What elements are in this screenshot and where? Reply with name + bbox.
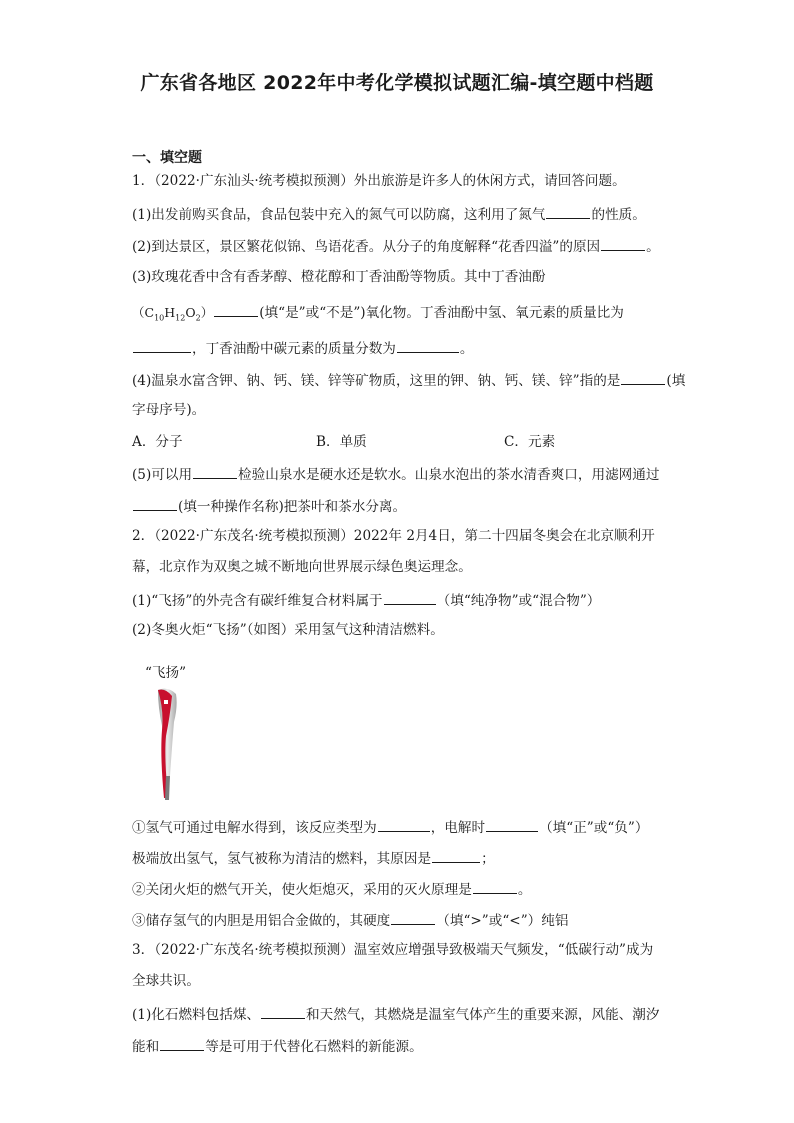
q1-part5 — [132, 464, 659, 484]
q2-sub3 — [132, 910, 568, 930]
answer-blank[interactable] — [384, 590, 436, 605]
q3-part1-text: (1)化石燃料包括煤、 — [132, 1007, 261, 1023]
q3-part1 — [132, 1004, 659, 1024]
page-title: 广东省各地区 2022年中考化学模拟试题汇编-填空题中档题 — [140, 72, 654, 94]
q1-part3-text-end: 。 — [459, 341, 474, 357]
answer-blank[interactable] — [133, 496, 177, 511]
answer-blank[interactable] — [160, 1036, 204, 1051]
answer-blank[interactable] — [261, 1004, 305, 1019]
q2-part1-text-end: （填“纯净物”或“混合物”） — [436, 593, 601, 609]
option-c[interactable]: C．元素 — [504, 434, 556, 450]
q1-part2-text: (2)到达景区，景区繁花似锦、鸟语花香。从分子的角度解释“花香四溢”的原因 — [132, 239, 601, 255]
q1-part1-text-end: 的性质。 — [591, 207, 646, 223]
q2-stem: 2．（2022·广东茂名·统考模拟预测）2022年 2月4日，第二十四届冬奥会在北京顺利开 — [132, 528, 655, 544]
q1-options — [132, 433, 555, 451]
q2-sub1-line2 — [132, 848, 495, 868]
answer-blank[interactable] — [473, 879, 517, 894]
q3-part1-text: 和天然气，其燃烧是温室气体产生的重要来源，风能、潮汐 — [306, 1007, 660, 1023]
figure-label: “飞扬” — [145, 665, 187, 681]
emblem-icon — [164, 700, 168, 704]
q1-part4-text-end: (填 — [666, 373, 686, 389]
q2-sub1-text-end: ； — [481, 851, 495, 867]
q2-sub1-text: ①氢气可通过电解水得到，该反应类型为 — [132, 820, 377, 836]
q1-part5-text: (5)可以用 — [132, 467, 193, 483]
q2-part2: (2)冬奥火炬“飞扬”（如图）采用氢气这种清洁燃料。 — [132, 622, 444, 638]
q2-stem-line2: 幕，北京作为双奥之城不断地向世界展示绿色奥运理念。 — [132, 559, 472, 575]
q1-part1 — [132, 204, 646, 224]
q3-part1-line2 — [132, 1036, 423, 1056]
q3-part1-text-end: 等是可用于代替化石燃料的新能源。 — [205, 1039, 423, 1055]
q2-sub1-text: 极端放出氢气，氢气被称为清洁的燃料，其原因是 — [132, 851, 432, 867]
q1-part4-line2: 字母序号)。 — [132, 402, 206, 418]
q1-part3-text: ，丁香油酚中碳元素的质量分数为 — [192, 341, 396, 357]
section-heading: 一、填空题 — [132, 150, 202, 166]
answer-blank[interactable] — [601, 236, 645, 251]
answer-blank[interactable] — [193, 464, 237, 479]
answer-blank[interactable] — [378, 817, 430, 832]
q1-part3-line2 — [132, 302, 624, 328]
answer-blank[interactable] — [486, 817, 538, 832]
q1-part3: (3)玫瑰花香中含有香茅醇、橙花醇和丁香油酚等物质。其中丁香油酚 — [132, 269, 546, 285]
answer-blank[interactable] — [432, 848, 480, 863]
answer-blank[interactable] — [397, 338, 459, 353]
q2-sub3-text-end: （填“>”或“<”）纯铝 — [436, 913, 569, 929]
q1-part2-text-end: 。 — [646, 239, 660, 255]
q2-sub2 — [132, 879, 531, 899]
answer-blank[interactable] — [133, 338, 191, 353]
q1-stem: 1．（2022·广东汕头·统考模拟预测）外出旅游是许多人的休闲方式，请回答问题。 — [132, 173, 626, 189]
q2-sub2-text: ②关闭火炬的燃气开关，使火炬熄灭，采用的灭火原理是 — [132, 882, 472, 898]
q2-sub1-text: ，电解时 — [430, 820, 486, 836]
torch-image — [148, 686, 188, 806]
q3-stem-line2: 全球共识。 — [132, 973, 200, 989]
q1-part4 — [132, 370, 685, 390]
q2-sub1 — [132, 817, 648, 837]
q3-part1-text: 能和 — [132, 1039, 160, 1055]
answer-blank[interactable] — [621, 370, 665, 385]
q1-part5-text: (填一种操作名称)把茶叶和茶水分离。 — [178, 499, 407, 515]
q2-part1-text: (1)“飞扬”的外壳含有碳纤维复合材料属于 — [132, 593, 383, 609]
chemical-formula: $(C_{10}H_{12}O_2)$ — [132, 305, 214, 323]
option-a[interactable]: A．分子 — [132, 434, 183, 450]
q2-sub1-text-end: （填“正”或“负”） — [539, 820, 649, 836]
q1-part5-text: 检验山泉水是硬水还是软水。山泉水泡出的茶水清香爽口，用滤网通过 — [238, 467, 660, 483]
answer-blank[interactable] — [391, 910, 435, 925]
q1-part3-text: (填“是”或“不是”)氧化物。丁香油酚中氢、氧元素的质量比为 — [259, 305, 624, 321]
q1-part3-line3 — [132, 338, 474, 358]
q2-part1 — [132, 590, 600, 610]
q1-part2 — [132, 236, 660, 256]
q2-sub2-text-end: 。 — [517, 882, 532, 898]
answer-blank[interactable] — [546, 204, 590, 219]
answer-blank[interactable] — [214, 302, 258, 317]
q2-sub3-text: ③储存氢气的内胆是用铝合金做的，其硬度 — [132, 913, 391, 929]
option-b[interactable]: B．单质 — [316, 434, 367, 450]
q1-part1-text: (1)出发前购买食品，食品包装中充入的氮气可以防腐，这利用了氮气 — [132, 207, 546, 223]
q3-stem: 3．（2022·广东茂名·统考模拟预测）温室效应增强导致极端天气频发，“低碳行动”成为 — [132, 942, 654, 958]
q1-part4-text: (4)温泉水富含钾、钠、钙、镁、锌等矿物质，这里的钾、钠、钙、镁、锌”指的是 — [132, 373, 621, 389]
q1-part5-line2 — [132, 496, 406, 516]
